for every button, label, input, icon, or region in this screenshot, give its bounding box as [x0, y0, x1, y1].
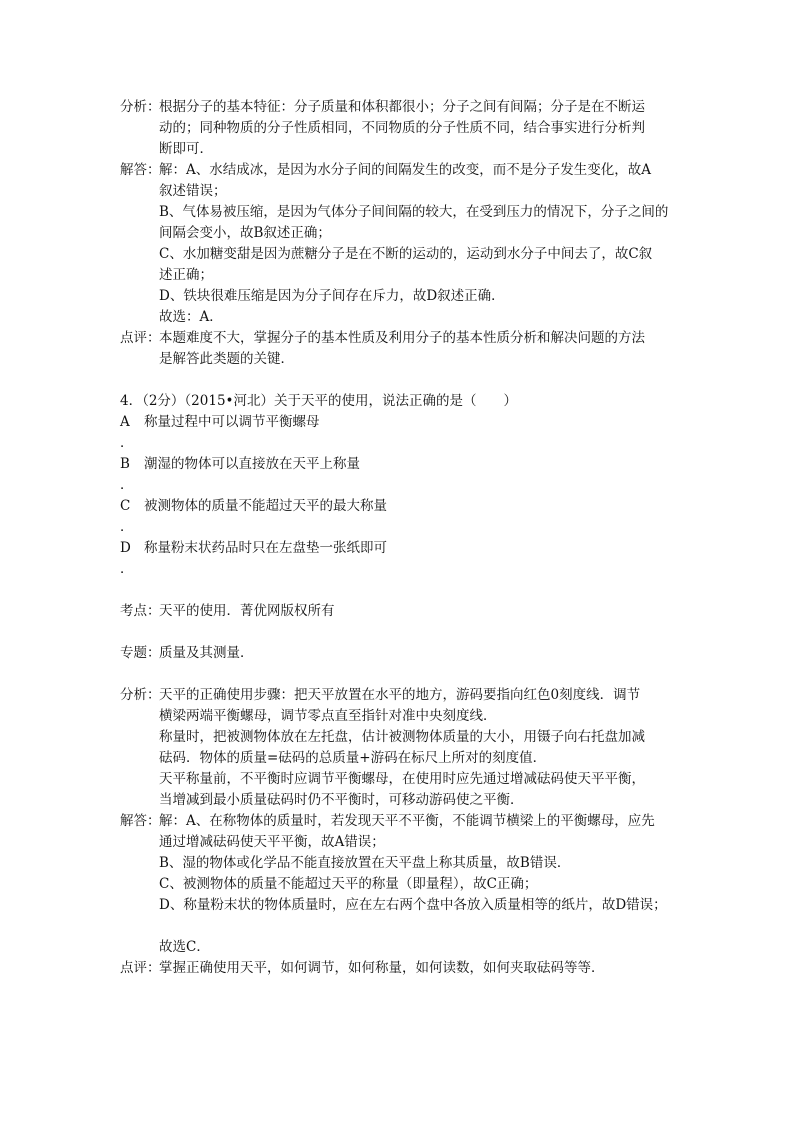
comment-label: 点评：: [120, 960, 161, 976]
analysis-line: 根据分子的基本特征：分子质量和体积都很小；分子之间有间隔；分子是在不断运: [159, 99, 645, 115]
kaodian-text: 天平的使用．菁优网版权所有: [159, 603, 335, 619]
analysis-line: 横梁两端平衡螺母，调节零点直至指针对准中央刻度线．: [159, 708, 497, 724]
comment-label: 点评：: [120, 330, 161, 346]
option-key: A: [120, 414, 130, 430]
option-dot: ．: [120, 519, 134, 535]
analysis-line: 天平的正确使用步骤：把天平放置在水平的地方，游码要指向红色0刻度线．调节: [159, 687, 641, 703]
option-dot: ．: [120, 435, 134, 451]
option-key: D: [120, 540, 131, 556]
option-key: C: [120, 498, 131, 514]
zhuanti-label: 专题：: [120, 645, 161, 661]
analysis-line: 当增减到最小质量砝码时仍不平衡时，可移动游码使之平衡．: [159, 792, 524, 808]
option-dot: ．: [120, 477, 134, 493]
zhuanti-text: 质量及其测量．: [159, 645, 254, 661]
analysis-line: 称量时，把被测物体放在左托盘，估计被测物体质量的大小，用镊子向右托盘加减: [159, 729, 645, 745]
answer-line: B、湿的物体或化学品不能直接放置在天平盘上称其质量，故B错误．: [159, 855, 571, 871]
option-text: 潮湿的物体可以直接放在天平上称量: [144, 456, 360, 472]
answer-line: 通过增减砝码使天平平衡，故A错误；: [159, 834, 385, 850]
analysis-line: 动的；同种物质的分子性质相同，不同物质的分子性质不同，结合事实进行分析判: [159, 120, 645, 136]
answer-line: 解：A、在称物体的质量时，若发现天平不平衡，不能调节横梁上的平衡螺母，应先: [159, 813, 655, 829]
answer-line: D、铁块很难压缩是因为分子间存在斥力，故D叙述正确．: [159, 288, 505, 304]
option-text: 被测物体的质量不能超过天平的最大称量: [144, 498, 387, 514]
answer-label: 解答：: [120, 813, 161, 829]
option-key: B: [120, 456, 130, 472]
analysis-line: 天平称量前，不平衡时应调节平衡螺母，在使用时应先通过增减砝码使天平平衡，: [159, 771, 645, 787]
option-text: 称量过程中可以调节平衡螺母: [144, 414, 320, 430]
kaodian-label: 考点：: [120, 603, 161, 619]
analysis-line: 断即可．: [159, 141, 213, 157]
answer-line: B、气体易被压缩，是因为气体分子间间隔的较大，在受到压力的情况下，分子之间的: [159, 204, 669, 220]
answer-label: 解答：: [120, 162, 161, 178]
answer-line: 故选：A．: [159, 309, 223, 325]
analysis-label: 分析：: [120, 99, 161, 115]
comment-line: 是解答此类题的关键．: [159, 351, 294, 367]
answer-line: 间隔会变小，故B叙述正确；: [159, 225, 331, 241]
option-dot: ．: [120, 561, 134, 577]
answer-line: C、被测物体的质量不能超过天平的称量（即量程），故C正确；: [159, 876, 538, 892]
option-text: 称量粉末状药品时只在左盘垫一张纸即可: [144, 540, 387, 556]
answer-line: C、水加糖变甜是因为蔗糖分子是在不断的运动的，运动到水分子中间去了，故C叙: [159, 246, 653, 262]
analysis-label: 分析：: [120, 687, 161, 703]
comment-text: 掌握正确使用天平，如何调节，如何称量，如何读数，如何夹取砝码等等．: [159, 960, 605, 976]
answer-line: 故选C．: [159, 939, 210, 955]
answer-line: 叙述错误；: [159, 183, 227, 199]
analysis-line: 砝码．物体的质量=砝码的总质量+游码在标尺上所对的刻度值．: [159, 750, 547, 766]
question-stem: 4．（2分）（2015•河北）关于天平的使用，说法正确的是（ ）: [120, 393, 517, 409]
answer-line: 解：A、水结成冰，是因为水分子间的间隔发生的改变，而不是分子发生变化，故A: [159, 162, 651, 178]
answer-line: 述正确；: [159, 267, 213, 283]
comment-line: 本题难度不大，掌握分子的基本性质及利用分子的基本性质分析和解决问题的方法: [159, 330, 645, 346]
answer-line: D、称量粉末状的物体质量时，应在左右两个盘中各放入质量相等的纸片，故D错误；: [159, 897, 667, 913]
